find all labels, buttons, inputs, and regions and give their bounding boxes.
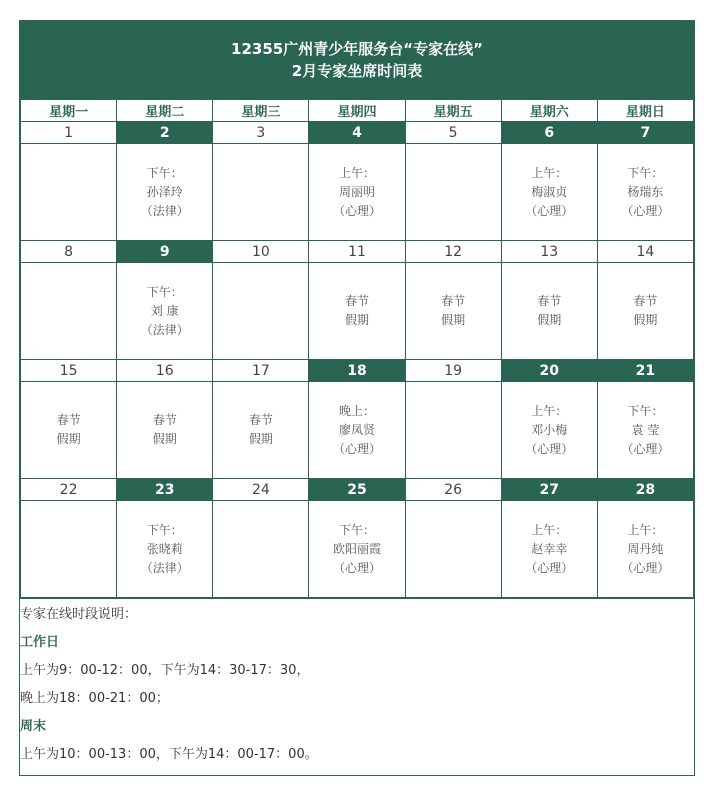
expert-field: （心理） xyxy=(525,441,574,456)
date-cell-highlighted: 23 xyxy=(117,479,213,501)
session-time: 下午： xyxy=(146,522,183,537)
expert-field: （心理） xyxy=(332,441,381,456)
schedule-row xyxy=(21,144,694,241)
date-cell-highlighted: 2 xyxy=(117,122,213,144)
schedule-cell xyxy=(501,263,597,360)
expert-field: （心理） xyxy=(332,203,381,218)
schedule-row xyxy=(21,501,694,598)
session-time: 下午： xyxy=(146,284,183,299)
notes-intro: 专家在线时段说明： xyxy=(20,607,138,622)
holiday-label: 假期 xyxy=(248,432,273,446)
expert-name: 周丹纯 xyxy=(627,541,664,556)
schedule-table xyxy=(20,99,694,598)
date-cell: 26 xyxy=(405,479,501,501)
date-cell: 19 xyxy=(405,360,501,382)
expert-name: 刘 康 xyxy=(150,303,179,318)
weekday-header: 星期四 xyxy=(309,100,405,122)
weekday-header: 星期六 xyxy=(501,100,597,122)
schedule-row xyxy=(21,263,694,360)
holiday-label: 春节 xyxy=(537,294,562,308)
evening-hours-line: 晚上为18：00-21：00； xyxy=(20,691,169,706)
date-cell-highlighted: 9 xyxy=(117,241,213,263)
expert-name: 廖凤贤 xyxy=(338,422,375,437)
schedule-row xyxy=(21,382,694,479)
schedule-cell xyxy=(213,144,309,241)
notes-section xyxy=(20,598,694,775)
title-bar xyxy=(20,21,694,99)
schedule-cell xyxy=(597,144,693,241)
session-time: 下午： xyxy=(627,403,664,418)
holiday-label: 春节 xyxy=(344,294,369,308)
expert-name: 欧阳丽霞 xyxy=(332,541,381,556)
page-title: 12355广州青少年服务台“专家在线” xyxy=(231,40,483,58)
expert-name: 袁 莹 xyxy=(631,422,660,437)
date-cell: 1 xyxy=(21,122,117,144)
schedule-cell xyxy=(501,382,597,479)
schedule-cell xyxy=(501,144,597,241)
expert-name: 张晓莉 xyxy=(146,541,183,556)
schedule-cell xyxy=(309,144,405,241)
date-cell: 17 xyxy=(213,360,309,382)
expert-field: （法律） xyxy=(140,203,189,218)
schedule-cell xyxy=(405,501,501,598)
weekday-header: 星期三 xyxy=(213,100,309,122)
date-row xyxy=(21,360,694,382)
page-subtitle: 2月专家坐席时间表 xyxy=(291,62,423,80)
date-cell: 14 xyxy=(597,241,693,263)
weekend-label: 周末 xyxy=(20,719,47,734)
expert-field: （心理） xyxy=(525,560,574,575)
expert-field: （心理） xyxy=(621,203,670,218)
schedule-cell xyxy=(405,144,501,241)
date-cell: 24 xyxy=(213,479,309,501)
expert-name: 梅淑贞 xyxy=(531,184,568,199)
expert-name: 邓小梅 xyxy=(531,422,568,437)
schedule-panel xyxy=(19,20,695,776)
holiday-label: 假期 xyxy=(152,432,177,446)
date-cell: 13 xyxy=(501,241,597,263)
date-cell: 3 xyxy=(213,122,309,144)
schedule-cell xyxy=(21,382,117,479)
expert-name: 孙泽玲 xyxy=(146,184,183,199)
session-time: 上午： xyxy=(531,165,568,180)
session-time: 下午： xyxy=(338,522,375,537)
date-cell-highlighted: 18 xyxy=(309,360,405,382)
date-cell-highlighted: 21 xyxy=(597,360,693,382)
schedule-cell xyxy=(213,382,309,479)
expert-field: （心理） xyxy=(621,441,670,456)
schedule-cell xyxy=(21,144,117,241)
date-cell: 8 xyxy=(21,241,117,263)
holiday-label: 春节 xyxy=(56,413,81,427)
expert-field: （心理） xyxy=(332,560,381,575)
schedule-cell xyxy=(117,501,213,598)
expert-name: 赵幸幸 xyxy=(531,541,568,556)
schedule-cell xyxy=(117,144,213,241)
session-time: 下午： xyxy=(627,165,664,180)
holiday-label: 假期 xyxy=(441,313,466,327)
date-cell: 11 xyxy=(309,241,405,263)
date-cell-highlighted: 27 xyxy=(501,479,597,501)
expert-field: （法律） xyxy=(140,560,189,575)
schedule-cell xyxy=(309,501,405,598)
schedule-cell xyxy=(597,263,693,360)
date-cell: 15 xyxy=(21,360,117,382)
weekday-header: 星期一 xyxy=(21,100,117,122)
session-time: 上午： xyxy=(338,165,375,180)
expert-name: 周丽明 xyxy=(338,184,375,199)
schedule-cell xyxy=(597,382,693,479)
schedule-cell xyxy=(117,382,213,479)
session-time: 下午： xyxy=(146,165,183,180)
schedule-cell xyxy=(405,263,501,360)
date-cell-highlighted: 7 xyxy=(597,122,693,144)
schedule-cell xyxy=(597,501,693,598)
holiday-label: 春节 xyxy=(152,413,177,427)
weekday-header-row xyxy=(21,100,694,122)
date-cell-highlighted: 4 xyxy=(309,122,405,144)
weekday-header: 星期日 xyxy=(597,100,693,122)
schedule-cell xyxy=(501,501,597,598)
date-cell: 16 xyxy=(117,360,213,382)
date-cell-highlighted: 25 xyxy=(309,479,405,501)
holiday-label: 假期 xyxy=(344,313,369,327)
holiday-label: 假期 xyxy=(633,313,658,327)
expert-name: 杨瑞东 xyxy=(627,184,664,199)
holiday-label: 假期 xyxy=(56,432,81,446)
date-cell: 5 xyxy=(405,122,501,144)
holiday-label: 春节 xyxy=(633,294,658,308)
session-time: 上午： xyxy=(531,403,568,418)
schedule-cell xyxy=(309,263,405,360)
date-cell-highlighted: 6 xyxy=(501,122,597,144)
date-row xyxy=(21,122,694,144)
session-time: 上午： xyxy=(627,522,664,537)
schedule-cell xyxy=(405,382,501,479)
date-cell: 10 xyxy=(213,241,309,263)
weekday-header: 星期五 xyxy=(405,100,501,122)
expert-field: （心理） xyxy=(525,203,574,218)
schedule-cell xyxy=(21,263,117,360)
schedule-cell xyxy=(213,501,309,598)
weekday-label: 工作日 xyxy=(20,635,60,650)
holiday-label: 假期 xyxy=(537,313,562,327)
session-time: 晚上： xyxy=(338,403,375,418)
date-row xyxy=(21,241,694,263)
schedule-cell xyxy=(213,263,309,360)
schedule-cell xyxy=(117,263,213,360)
holiday-label: 春节 xyxy=(248,413,273,427)
holiday-label: 春节 xyxy=(441,294,466,308)
date-cell: 22 xyxy=(21,479,117,501)
date-cell-highlighted: 20 xyxy=(501,360,597,382)
weekday-hours-line: 上午为9：00-12：00，下午为14：30-17：30， xyxy=(20,663,310,678)
date-cell-highlighted: 28 xyxy=(597,479,693,501)
schedule-cell xyxy=(21,501,117,598)
expert-field: （法律） xyxy=(140,322,189,337)
weekday-header: 星期二 xyxy=(117,100,213,122)
date-row xyxy=(21,479,694,501)
date-cell: 12 xyxy=(405,241,501,263)
weekend-hours-line: 上午为10：00-13：00，下午为14：00-17：00。 xyxy=(20,747,318,762)
schedule-cell xyxy=(309,382,405,479)
expert-field: （心理） xyxy=(621,560,670,575)
session-time: 上午： xyxy=(531,522,568,537)
